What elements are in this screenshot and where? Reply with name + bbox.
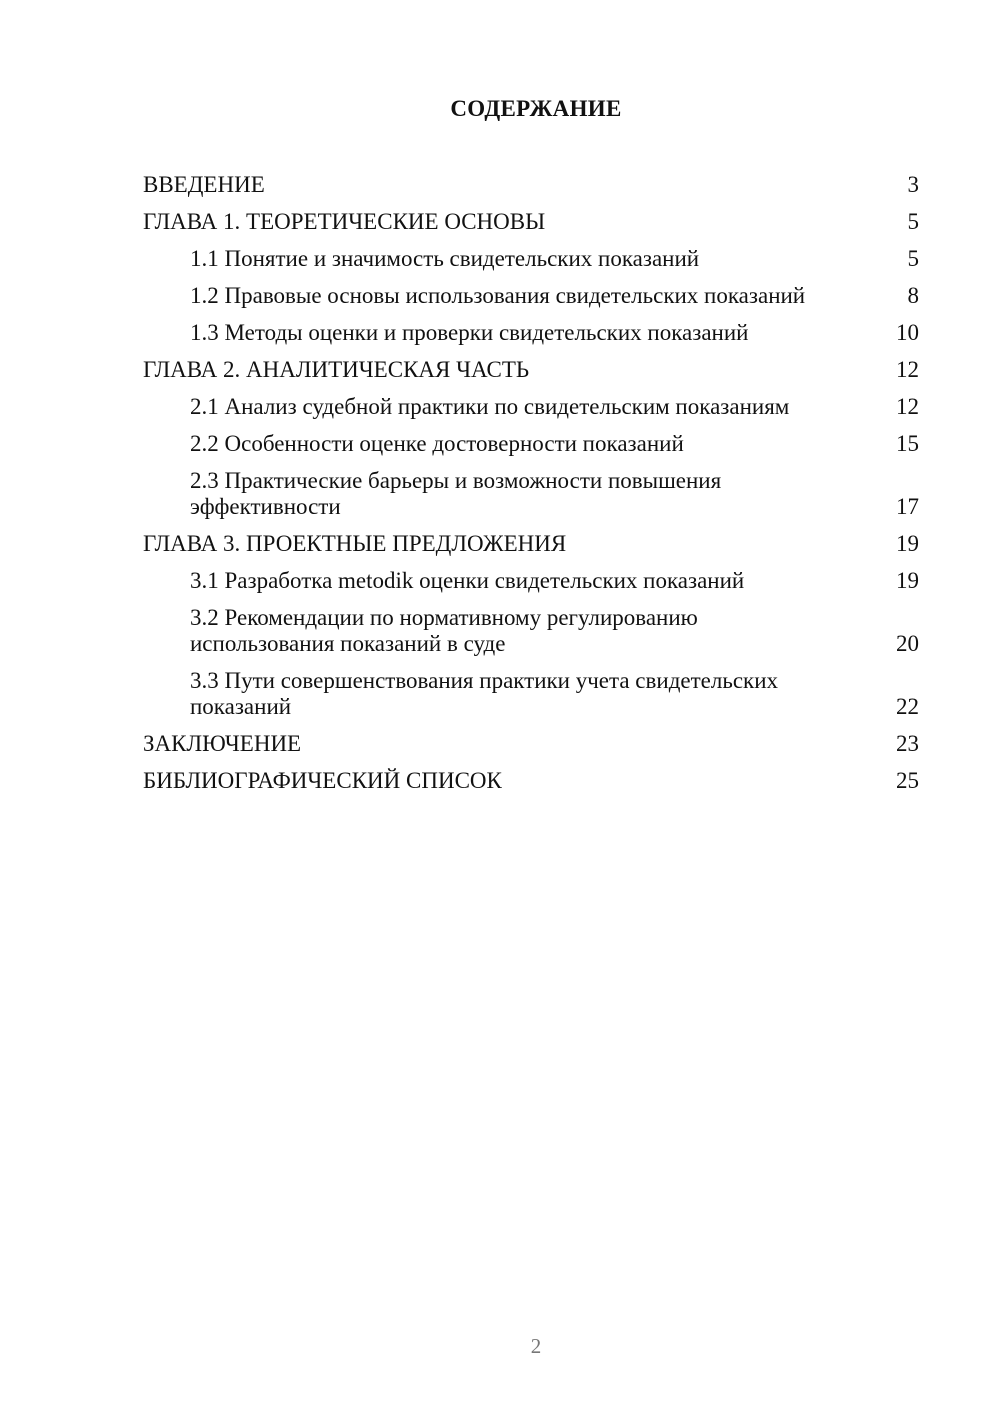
toc-entry-text: 1.2 Правовые основы использования свидетельских показаний (190, 283, 806, 308)
toc-entry-section-3-1[interactable] (143, 568, 919, 594)
page-title: СОДЕРЖАНИЕ (450, 96, 622, 121)
toc-entry-text: ГЛАВА 3. ПРОЕКТНЫЕ ПРЕДЛОЖЕНИЯ (143, 531, 567, 556)
toc-entry-text: ГЛАВА 2. АНАЛИТИЧЕСКАЯ ЧАСТЬ (143, 357, 530, 382)
toc-entry-text: ВВЕДЕНИЕ (143, 172, 265, 197)
toc-entry-text: 2.3 Практические барьеры и возможности повышения эффективности (190, 468, 722, 519)
toc-entry-page: 22 (896, 694, 919, 719)
toc-entry-text: ЗАКЛЮЧЕНИЕ (143, 731, 302, 756)
toc-entry-page: 3 (907, 172, 919, 197)
toc-entry-chapter-2[interactable] (143, 357, 919, 383)
toc-entry-bibliography[interactable] (143, 768, 919, 794)
toc-entry-section-3-3[interactable] (143, 668, 919, 720)
toc-entry-page: 5 (907, 209, 919, 234)
toc-entry-page: 19 (896, 568, 919, 593)
toc-entry-page: 8 (907, 283, 919, 308)
toc-entry-chapter-3[interactable] (143, 531, 919, 557)
toc-entry-chapter-1[interactable] (143, 209, 919, 235)
toc-entry-section-1-1[interactable] (143, 246, 919, 272)
toc-entry-conclusion[interactable] (143, 731, 919, 757)
toc-entry-section-1-2[interactable] (143, 283, 919, 309)
toc-entry-text: ГЛАВА 1. ТЕОРЕТИЧЕСКИЕ ОСНОВЫ (143, 209, 546, 234)
toc-entry-page: 15 (896, 431, 919, 456)
toc-entry-section-2-2[interactable] (143, 431, 919, 457)
toc-entry-page: 10 (896, 320, 919, 345)
toc-entry-text: 3.2 Рекомендации по нормативному регулированию использования показаний в суде (190, 605, 698, 656)
toc-entry-text: 2.2 Особенности оценке достоверности показаний (190, 431, 684, 456)
toc-entry-text: 1.1 Понятие и значимость свидетельских показаний (190, 246, 700, 271)
toc-entry-section-1-3[interactable] (143, 320, 919, 346)
toc-entry-page: 20 (896, 631, 919, 656)
toc-entry-page: 23 (896, 731, 919, 756)
toc-entry-section-3-2[interactable] (143, 605, 919, 657)
toc-entry-page: 17 (896, 494, 919, 519)
toc-entry-page: 12 (896, 394, 919, 419)
toc-entry-text: 3.1 Разработка metodik оценки свидетельских показаний (190, 568, 745, 593)
toc-entry-text: 2.1 Анализ судебной практики по свидетельским показаниям (190, 394, 790, 419)
toc-entry-section-2-1[interactable] (143, 394, 919, 420)
table-of-contents (143, 172, 919, 794)
toc-entry-page: 25 (896, 768, 919, 793)
toc-entry-introduction[interactable] (143, 172, 919, 198)
toc-entry-section-2-3[interactable] (143, 468, 919, 520)
toc-entry-text: БИБЛИОГРАФИЧЕСКИЙ СПИСОК (143, 768, 502, 793)
toc-entry-text: 1.3 Методы оценки и проверки свидетельских показаний (190, 320, 749, 345)
toc-entry-page: 12 (896, 357, 919, 382)
toc-entry-page: 5 (907, 246, 919, 271)
toc-entry-page: 19 (896, 531, 919, 556)
page-number: 2 (530, 1334, 542, 1358)
toc-entry-text: 3.3 Пути совершенствования практики учета свидетельских показаний (190, 668, 779, 719)
